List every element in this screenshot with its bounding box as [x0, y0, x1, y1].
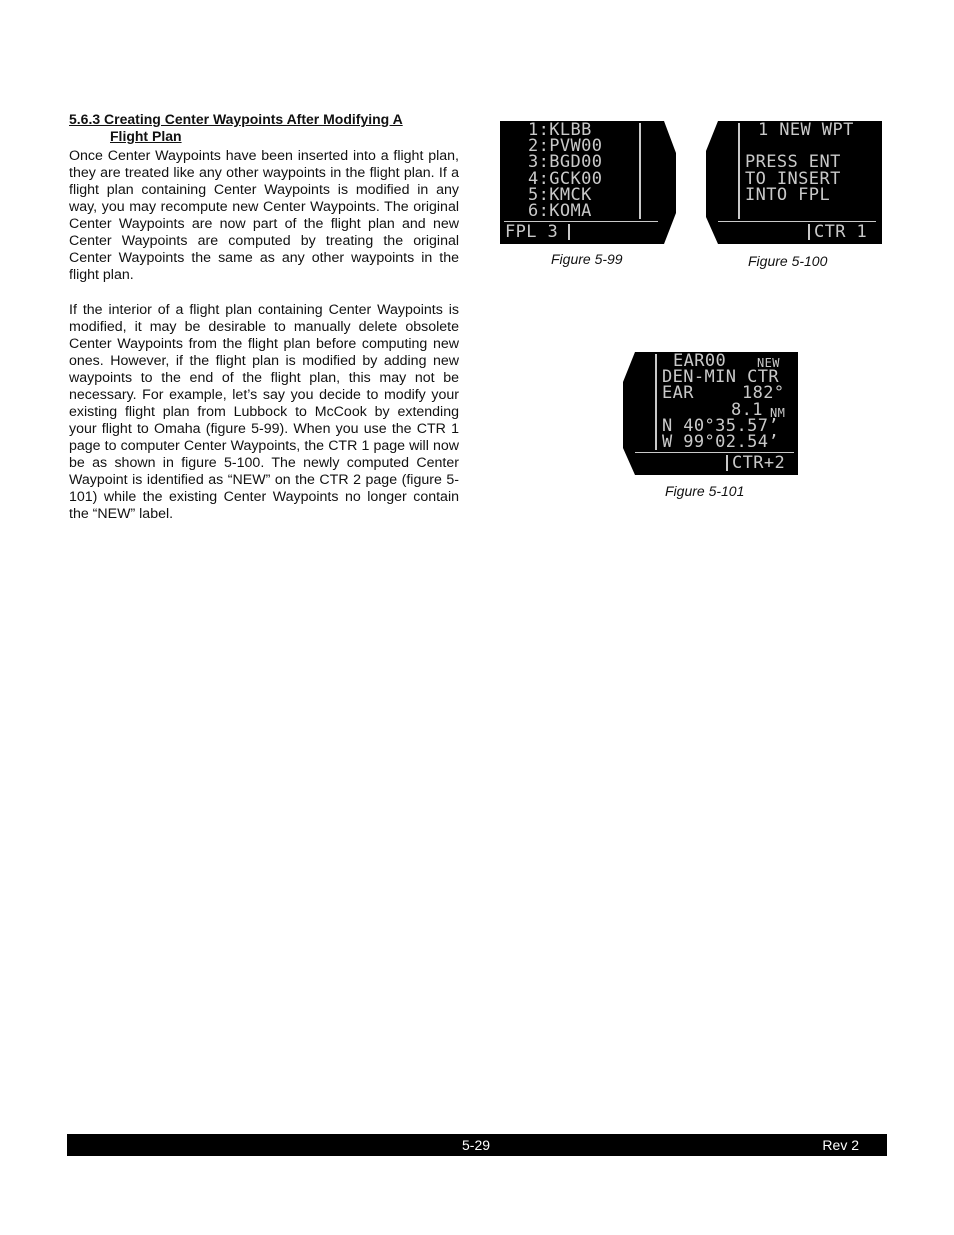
longitude: W 99°02.54’ — [662, 432, 779, 452]
page-footer — [67, 1134, 887, 1156]
section-heading — [69, 111, 459, 145]
lcd-right-notch — [664, 121, 684, 244]
new-tag: NEW — [757, 356, 780, 370]
fpl-line-1: 1:KLBB — [528, 120, 592, 140]
lcd-page-label: CTR 1 — [814, 222, 868, 242]
section-heading-line1: 5.6.3 Creating Center Waypoints After Modifying A — [69, 111, 403, 127]
bearing-value: 182° — [742, 383, 785, 403]
lcd-left-notch — [615, 352, 635, 475]
lcd-divider — [639, 123, 641, 219]
lcd-cursor-bar — [568, 224, 570, 240]
lcd-page-label: CTR+2 — [732, 453, 786, 473]
route-label: DEN-MIN CTR — [662, 367, 779, 387]
lcd-screen-ctr2 — [615, 352, 798, 475]
section-heading-line2: Flight Plan — [110, 128, 182, 144]
lcd-page-label: FPL 3 — [505, 222, 559, 242]
figure-caption-5-101: Figure 5-101 — [665, 483, 745, 499]
latitude: N 40°35.57’ — [662, 416, 779, 436]
fpl-line-6: 6:KOMA — [528, 201, 592, 221]
fpl-line-3: 3:BGD00 — [528, 152, 603, 172]
lcd-divider — [655, 354, 657, 450]
ctr1-line-3: PRESS ENT — [745, 152, 841, 172]
figure-caption-5-100: Figure 5-100 — [748, 253, 828, 269]
lcd-cursor-bar — [726, 455, 728, 471]
ctr1-line-4: TO INSERT — [745, 169, 841, 189]
paragraph-1: Once Center Waypoints have been inserted into a flight plan, they are treated like any other waypoints in the flight plan. If a flight plan containing Center Waypoints is modified in any way, you may recompute new Center Waypoints. The original Center Waypoints are now part of the flight plan and new Center Waypoints are computed by treating the original Center Waypoints the same as any other waypoints in the flight plan. — [69, 148, 459, 283]
revision-label: Rev 2 — [822, 1137, 859, 1153]
lcd-cursor-bar — [808, 224, 810, 240]
bearing-from: EAR — [662, 383, 694, 403]
fpl-line-5: 5:KMCK — [528, 185, 592, 205]
ctr1-line-1: 1 NEW WPT — [758, 120, 854, 140]
distance-value: 8.1 — [731, 400, 763, 420]
fpl-line-2: 2:PVW00 — [528, 136, 603, 156]
fpl-line-4: 4:GCK00 — [528, 169, 603, 189]
lcd-screen-ctr1 — [698, 121, 882, 244]
ctr1-line-5: INTO FPL — [745, 185, 831, 205]
waypoint-ident: EAR00 — [673, 351, 727, 371]
lcd-left-notch — [698, 121, 718, 244]
distance-unit: NM — [770, 406, 786, 420]
lcd-divider — [738, 123, 740, 219]
lcd-screen-fpl3 — [500, 121, 684, 244]
page-number: 5-29 — [462, 1137, 491, 1153]
paragraph-2: If the interior of a flight plan containing Center Waypoints is modified, it may be desirable to manually delete obsolete Center Waypoints from the flight plan before computing new ones. However, if the flight plan is modified by adding new waypoints to the end of the flight plan, this may not be necessary. For example, let’s say you decide to modify your existing flight plan from Lubbock to McCook by extending your flight to Omaha (figure 5-99). When you use the CTR 1 page to computer Center Waypoints, the CTR 1 page will now be as shown in figure 5-100. The newly computed Center Waypoint is identified as “NEW” on the CTR 2 page (figure 5-101) while the existing Center Waypoints no longer contain the “NEW” label. — [69, 302, 459, 522]
figure-caption-5-99: Figure 5-99 — [551, 251, 623, 267]
